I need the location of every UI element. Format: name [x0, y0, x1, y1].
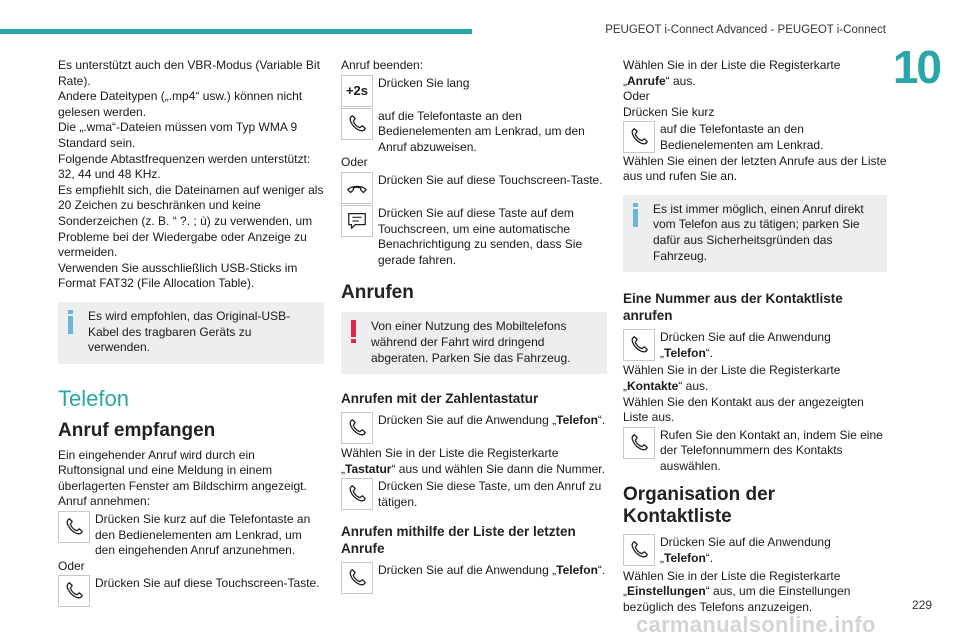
instruction-text: Rufen Sie den Kontakt an, indem Sie eine der Telefonnummern des Kontakts auswählen. — [660, 427, 883, 473]
phone-handset-icon — [623, 427, 655, 459]
paragraph: Ein eingehender Anruf wird durch ein Ruftonsignal und eine Meldung in einem überlagerten Fenster am Bildschirm angezeigt. — [58, 447, 307, 493]
section-title-telefon: Telefon — [58, 385, 129, 411]
chapter-number: 10 — [892, 41, 940, 93]
instruction-row — [623, 121, 887, 153]
warning-box — [341, 312, 607, 374]
paragraph: Wählen Sie einen der letzten Anrufe aus der Liste aus und rufen Sie an. — [623, 153, 887, 184]
paragraph: Drücken Sie kurz — [623, 104, 715, 119]
message-icon — [341, 205, 373, 237]
instruction-text: Drücken Sie auf diese Touchscreen-Taste. — [95, 576, 320, 591]
heading-liste-letzte-anrufe: Anrufen mithilfe der Liste der letzten Anrufe — [341, 523, 576, 556]
info-text: Es ist immer möglich, einen Anruf direkt vom Telefon aus zu tätigen; parken Sie dafür aus Sicherheitsgründen das Fahrzeug. — [653, 201, 864, 263]
header-accent-bar — [0, 29, 472, 34]
watermark: carmanualsonline.info — [636, 612, 876, 637]
instruction-row — [623, 329, 887, 361]
instruction-row — [341, 205, 607, 268]
warning-icon — [351, 320, 356, 344]
instruction-text: Drücken Sie auf die Anwendung „Telefon“. — [660, 330, 831, 360]
paragraph: Wählen Sie in der Liste die Registerkarte „Kontakte“ aus. — [623, 363, 841, 393]
info-box — [58, 302, 324, 364]
phone-handset-icon — [623, 121, 655, 153]
instruction-text: Drücken Sie auf diese Taste auf dem Touchscreen, um eine automatische Benachrichtigung zu senden, dass Sie gerade fahren. — [378, 205, 583, 267]
paragraph: Verwenden Sie ausschließlich USB-Sticks im Format FAT32 (File Allocation Table). — [58, 260, 298, 291]
phone-handset-icon — [341, 562, 373, 594]
paragraph: Oder — [623, 89, 650, 104]
paragraph: Folgende Abtastfrequenzen werden unterstützt: 32, 44 und 48 KHz. — [58, 151, 311, 182]
column-2 — [341, 58, 607, 594]
info-icon — [633, 203, 638, 227]
instruction-text: Drücken Sie lang — [378, 75, 470, 90]
column-3 — [623, 58, 887, 615]
heading-anrufen: Anrufen — [341, 282, 414, 304]
paragraph: Anruf beenden: — [341, 58, 424, 72]
running-header: PEUGEOT i-Connect Advanced - PEUGEOT i-Connect — [605, 24, 886, 36]
paragraph: Wählen Sie in der Liste die Registerkarte „Anrufe“ aus. — [623, 58, 841, 88]
instruction-row — [58, 511, 324, 559]
heading-kontaktliste: Eine Nummer aus der Kontaktliste anrufen — [623, 291, 843, 324]
paragraph: Oder — [58, 558, 85, 573]
paragraph: Oder — [341, 155, 368, 170]
instruction-row — [341, 108, 607, 156]
instruction-text: Drücken Sie auf die Anwendung „Telefon“. — [378, 413, 606, 428]
instruction-row — [341, 562, 607, 594]
page-number: 229 — [911, 598, 932, 612]
paragraph: Wählen Sie in der Liste die Registerkarte „Tastatur“ aus und wählen Sie dann die Nummer. — [341, 446, 605, 476]
column-1 — [58, 58, 324, 607]
paragraph: Es empfiehlt sich, die Dateinamen auf weniger als 20 Zeichen zu beschränken und keine Sonderzeichen (z. B. “ ?. ; ù) zu verwenden, um Probleme bei der Wiedergabe oder Anzeige zu vermeiden. — [58, 182, 324, 260]
warning-text: Von einer Nutzung des Mobiltelefons während der Fahrt wird dringend abgeraten. Parken Sie das Fahrzeug. — [371, 319, 571, 365]
paragraph: Die „.wma“-Dateien müssen vom Typ WMA 9 Standard sein. — [58, 120, 298, 150]
heading-organisation: Organisation der Kontaktliste — [623, 484, 776, 528]
info-icon — [68, 310, 73, 334]
instruction-text: Drücken Sie auf die Anwendung „Telefon“. — [378, 562, 606, 577]
instruction-row — [341, 75, 607, 107]
long-press-2s-icon — [341, 75, 373, 107]
instruction-text: auf die Telefontaste an den Bedienelementen am Lenkrad, um den Anruf abzuweisen. — [378, 108, 585, 154]
long-press-label: +2s — [345, 82, 369, 98]
instruction-row — [623, 534, 887, 566]
paragraph: Andere Dateitypen („.mp4“ usw.) können nicht gelesen werden. — [58, 89, 303, 119]
hang-up-icon — [341, 172, 373, 204]
phone-handset-icon — [341, 108, 373, 140]
paragraph: Wählen Sie den Kontakt aus der angezeigten Liste aus. — [623, 394, 864, 425]
instruction-row — [341, 172, 607, 204]
instruction-row — [623, 427, 887, 475]
instruction-text: Drücken Sie auf diese Touchscreen-Taste. — [378, 172, 603, 187]
phone-handset-icon — [623, 534, 655, 566]
instruction-row — [341, 412, 607, 444]
phone-handset-icon — [341, 412, 373, 444]
instruction-text: Drücken Sie auf die Anwendung „Telefon“. — [660, 535, 831, 566]
phone-handset-icon — [58, 575, 90, 607]
heading-zahlentastatur: Anrufen mit der Zahlentastatur — [341, 391, 539, 407]
instruction-row — [58, 575, 324, 607]
instruction-text: Drücken Sie kurz auf die Telefontaste an den Bedienelementen am Lenkrad, um den eingehenden Anruf anzunehmen. — [95, 512, 311, 558]
info-text: Es wird empfohlen, das Original-USB-Kabel des tragbaren Geräts zu verwenden. — [88, 308, 291, 355]
paragraph: Wählen Sie in der Liste die Registerkarte „Einstellungen“ aus, um die Einstellungen bezüglich des Telefons anzuzeigen. — [623, 568, 851, 614]
phone-handset-icon — [623, 329, 655, 361]
phone-handset-icon — [58, 511, 90, 543]
paragraph: Anruf annehmen: — [58, 494, 151, 509]
instruction-row — [341, 478, 607, 510]
paragraph: Es unterstützt auch den VBR-Modus (Variable Bit Rate). — [58, 58, 320, 88]
info-box — [623, 195, 887, 272]
instruction-text: auf die Telefontaste an den Bedienelementen am Lenkrad. — [660, 122, 824, 152]
instruction-text: Drücken Sie diese Taste, um den Anruf zu tätigen. — [378, 479, 602, 509]
phone-handset-icon — [341, 478, 373, 510]
heading-anruf-empfangen: Anruf empfangen — [58, 419, 216, 441]
